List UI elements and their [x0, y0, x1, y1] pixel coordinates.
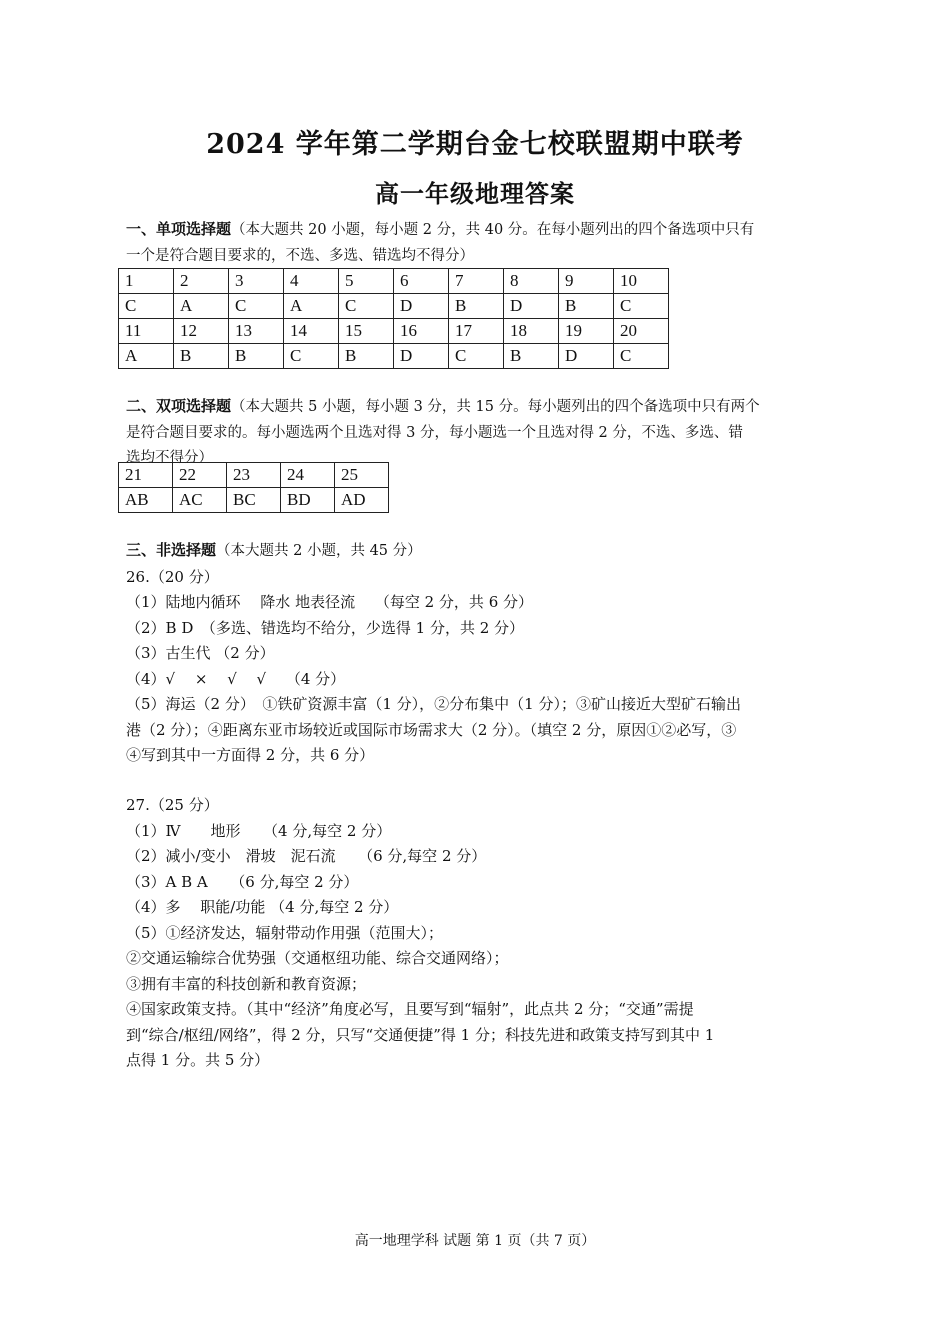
table-cell: BD: [281, 488, 335, 513]
table-cell: D: [394, 344, 449, 369]
section3-heading: 三、非选择题: [126, 541, 217, 559]
question-27: [126, 793, 826, 1074]
table-cell: C: [119, 294, 174, 319]
table-cell: 18: [504, 319, 559, 344]
table-cell: 20: [614, 319, 669, 344]
q26-head: 26.（20 分）: [126, 567, 219, 586]
table-cell: 17: [449, 319, 504, 344]
table-row: [119, 269, 669, 294]
table-cell: 13: [229, 319, 284, 344]
page-title: 2024 学年第二学期台金七校联盟期中联考: [206, 129, 744, 160]
table-cell: 19: [559, 319, 614, 344]
q26-line: （5）海运（2 分） ①铁矿资源丰富（1 分），②分布集中（1 分）；③矿山接近大型矿石输出: [126, 695, 741, 713]
table-cell: C: [449, 344, 504, 369]
q26-line: （4）√ × √ √ （4 分）: [126, 669, 346, 688]
table-row: [119, 319, 669, 344]
table-cell: B: [504, 344, 559, 369]
q27-line: ④国家政策支持。（其中“经济”角度必写，且要写到“辐射”，此点共 2 分；“交通”需提: [126, 1000, 694, 1018]
q26-line: 港（2 分）；④距离东亚市场较近或国际市场需求大（2 分）。（填空 2 分，原因①②必写，③: [126, 720, 737, 739]
table-cell: A: [119, 344, 174, 369]
table-cell: C: [614, 294, 669, 319]
section1-heading: 一、单项选择题: [126, 220, 232, 238]
table-cell: C: [339, 294, 394, 319]
table-cell: BC: [227, 488, 281, 513]
section2-answer-table: [118, 462, 389, 513]
table-cell: 9: [559, 269, 614, 294]
q26-line: ④写到其中一方面得 2 分，共 6 分）: [126, 746, 375, 764]
table-cell: A: [284, 294, 339, 319]
section2-intro: [126, 394, 826, 472]
section1-note-line1: （本大题共 20 小题，每小题 2 分，共 40 分。在每小题列出的四个备选项中只有: [231, 222, 755, 238]
q27-head: 27.（25 分）: [126, 796, 219, 814]
table-cell: 11: [119, 319, 174, 344]
section3-note: （本大题共 2 小题，共 45 分）: [216, 543, 422, 559]
q26-line: （3）古生代 （2 分）: [126, 644, 275, 662]
table-cell: 23: [227, 463, 281, 488]
table-cell: AD: [335, 488, 389, 513]
table-cell: B: [229, 344, 284, 369]
table-cell: B: [559, 294, 614, 319]
table-cell: 14: [284, 319, 339, 344]
table-cell: 16: [394, 319, 449, 344]
table-cell: D: [559, 344, 614, 369]
table-cell: C: [614, 344, 669, 369]
section2-note-line3: 选均不得分）: [126, 450, 213, 466]
table-cell: 10: [614, 269, 669, 294]
section2-heading: 二、双项选择题: [126, 397, 232, 415]
q27-line: 到“综合/枢纽/网络”，得 2 分，只写“交通便捷”得 1 分；科技先进和政策支持写到其中 1: [126, 1025, 715, 1044]
q27-line: 点得 1 分。共 5 分）: [126, 1051, 270, 1069]
table-cell: 8: [504, 269, 559, 294]
q27-line: （5）①经济发达，辐射带动作用强（范围大）；: [126, 923, 444, 942]
q26-line: （1）陆地内循环 降水 地表径流 （每空 2 分，共 6 分）: [126, 593, 534, 611]
q27-line: （4）多 职能/功能 （4 分,每空 2 分）: [126, 898, 399, 916]
table-row: [119, 488, 389, 513]
table-cell: AB: [119, 488, 173, 513]
table-row: [119, 463, 389, 488]
table-cell: D: [394, 294, 449, 319]
table-cell: 6: [394, 269, 449, 294]
table-cell: 3: [229, 269, 284, 294]
q27-line: （2）减小/变小 滑坡 泥石流 （6 分,每空 2 分）: [126, 847, 487, 865]
table-cell: 4: [284, 269, 339, 294]
table-cell: D: [504, 294, 559, 319]
table-cell: 5: [339, 269, 394, 294]
q26-line: （2）B D （多选、错选均不给分，少选得 1 分，共 2 分）: [126, 618, 525, 637]
section3: [126, 538, 826, 769]
table-cell: 22: [173, 463, 227, 488]
table-cell: C: [284, 344, 339, 369]
table-row: [119, 294, 669, 319]
page-subtitle: 高一年级地理答案: [375, 179, 575, 208]
table-cell: B: [339, 344, 394, 369]
table-cell: 12: [174, 319, 229, 344]
section1-answer-table: [118, 268, 669, 369]
section2-note-line2: 是符合题目要求的。每小题选两个且选对得 3 分，每小题选一个且选对得 2 分，不选、多选、错: [126, 424, 743, 441]
table-cell: 15: [339, 319, 394, 344]
section1-note-line2: 一个是符合题目要求的，不选、多选、错选均不得分）: [126, 247, 474, 264]
table-row: [119, 344, 669, 369]
q27-line: ③拥有丰富的科技创新和教育资源；: [126, 974, 367, 993]
table-cell: 21: [119, 463, 173, 488]
table-cell: 1: [119, 269, 174, 294]
table-cell: 25: [335, 463, 389, 488]
q27-line: （1）Ⅳ 地形 （4 分,每空 2 分）: [126, 821, 392, 840]
q27-line: ②交通运输综合优势强（交通枢纽功能、综合交通网络）；: [126, 949, 509, 967]
table-cell: 2: [174, 269, 229, 294]
table-cell: C: [229, 294, 284, 319]
table-cell: B: [174, 344, 229, 369]
table-cell: A: [174, 294, 229, 319]
page-footer: 高一地理学科 试题 第 1 页（共 7 页）: [354, 1233, 596, 1249]
table-cell: B: [449, 294, 504, 319]
q27-line: （3）A B A （6 分,每空 2 分）: [126, 872, 359, 891]
table-cell: AC: [173, 488, 227, 513]
table-cell: 24: [281, 463, 335, 488]
section2-note-line1: （本大题共 5 小题，每小题 3 分，共 15 分。每小题列出的四个备选项中只有两个: [231, 399, 760, 415]
table-cell: 7: [449, 269, 504, 294]
section1-intro: [126, 217, 826, 269]
